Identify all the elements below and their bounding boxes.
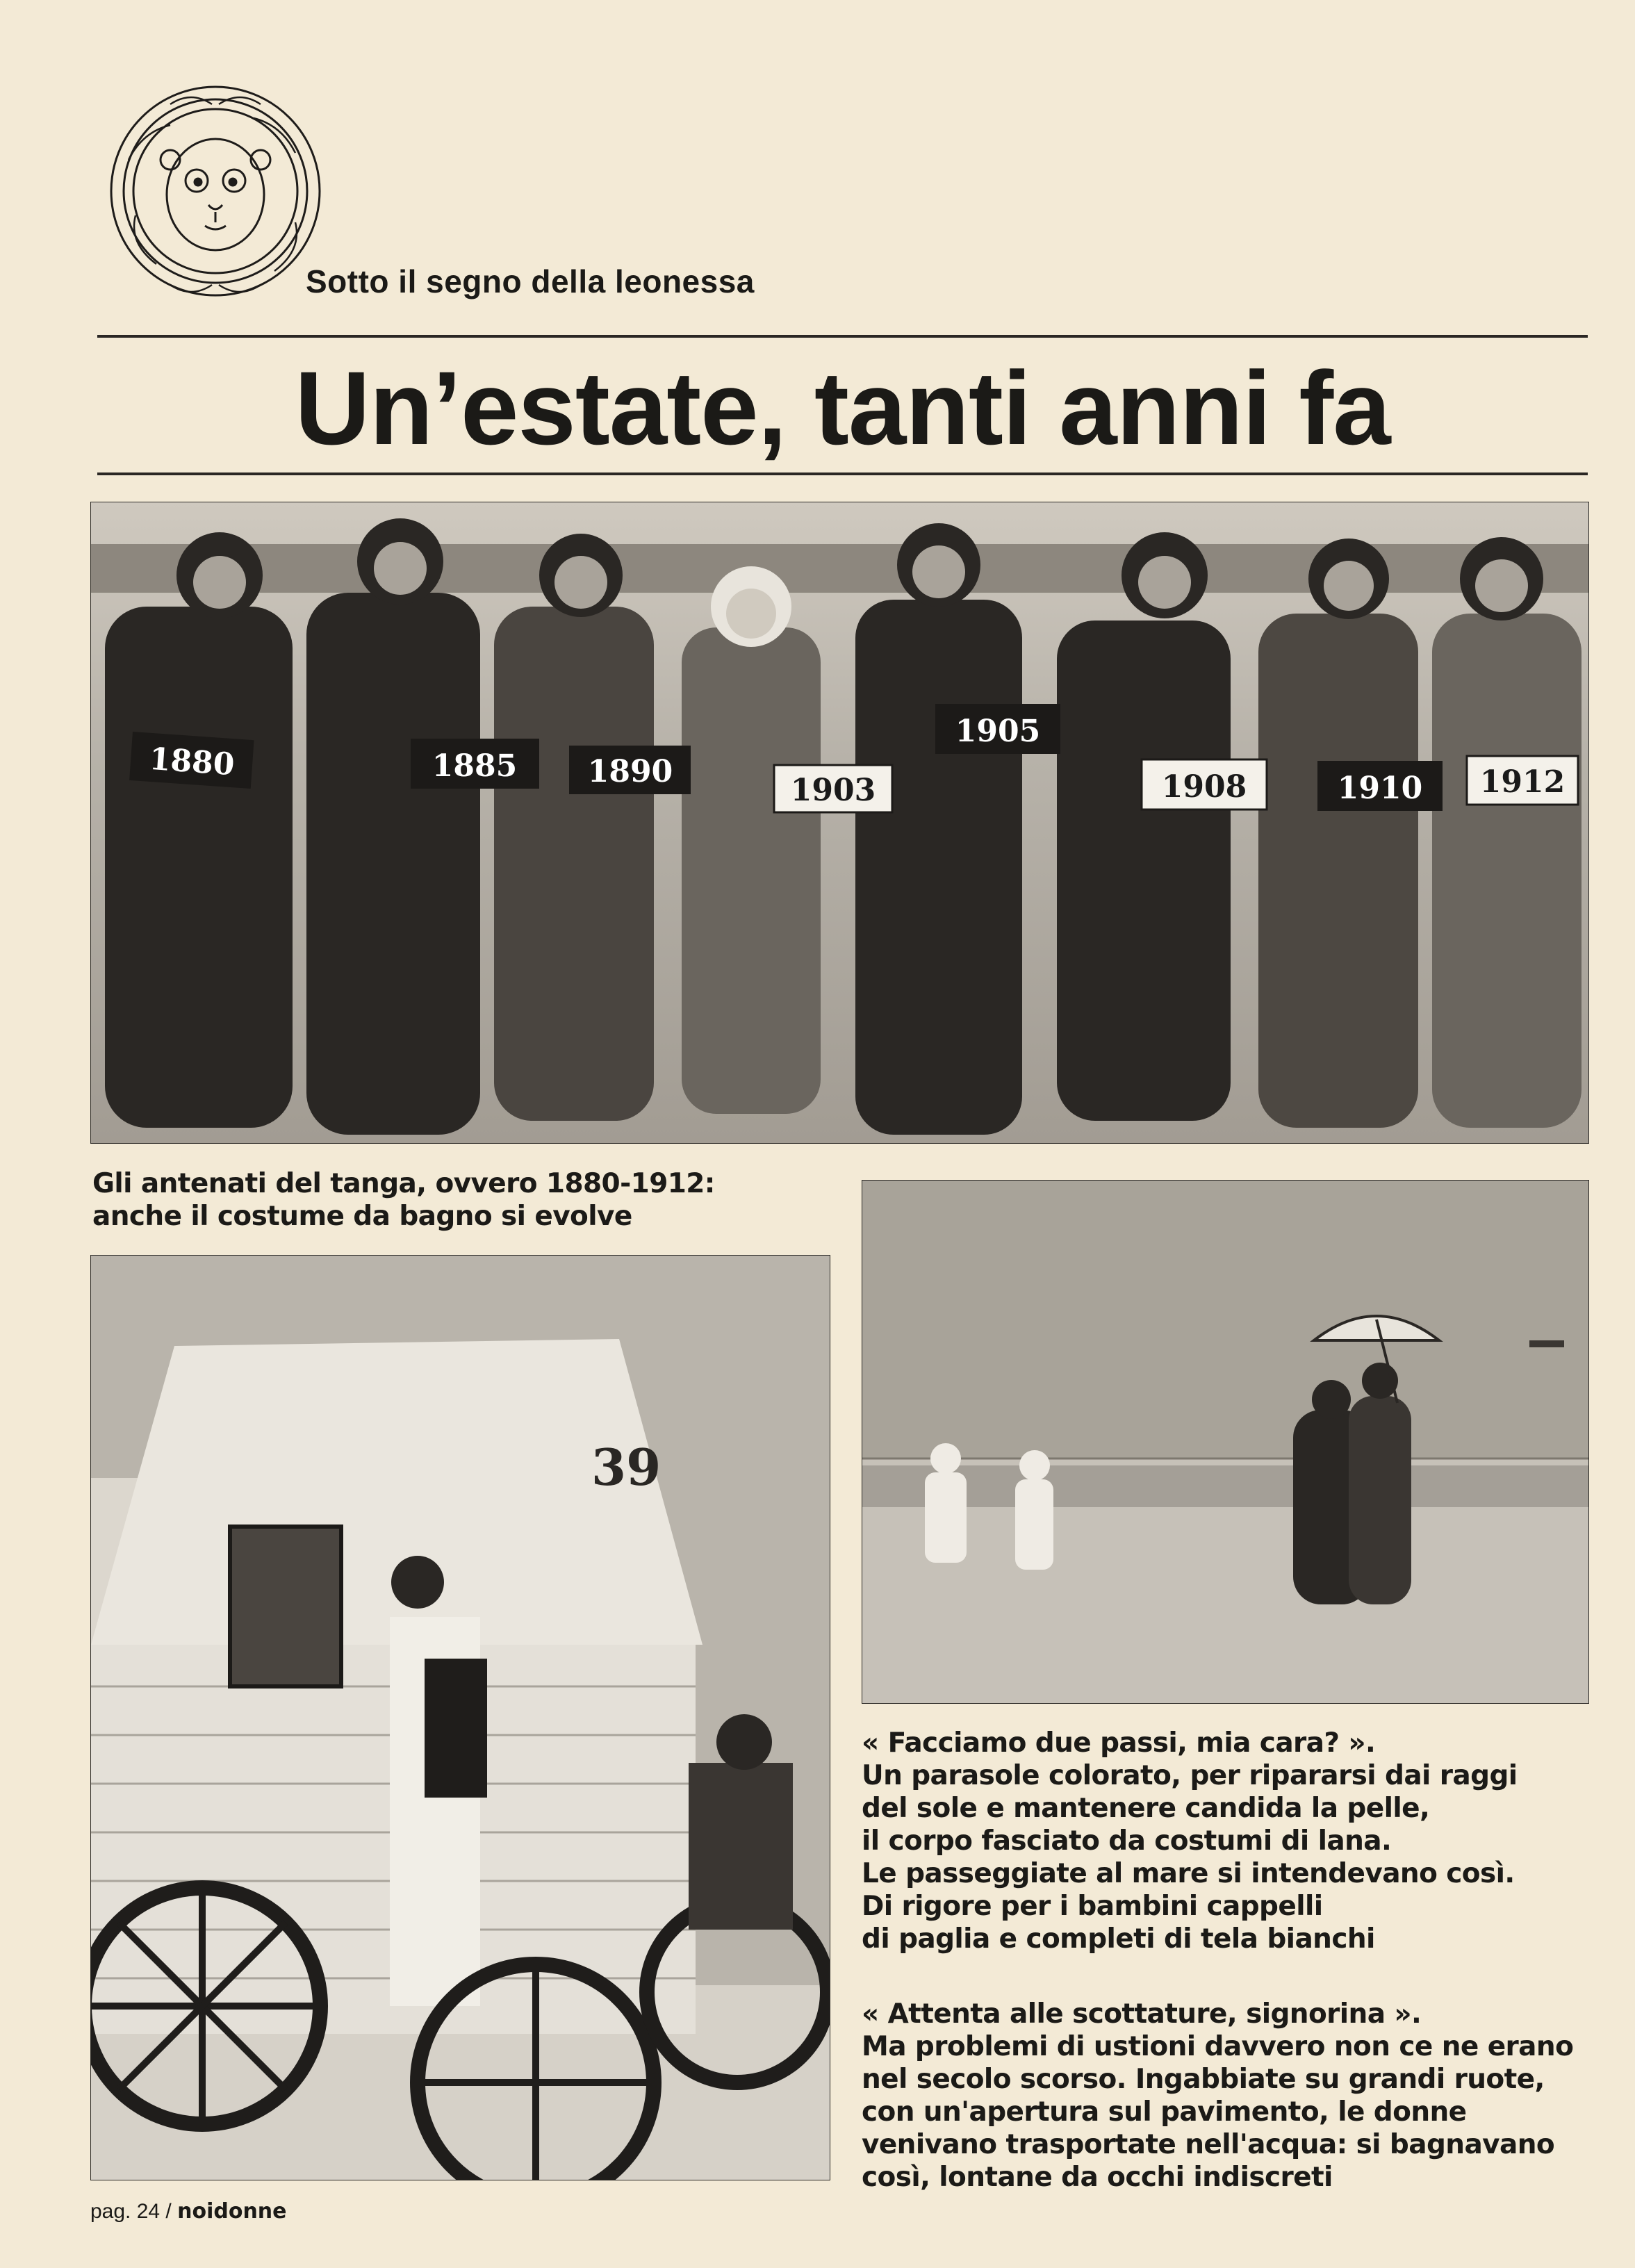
caption-line: « Facciamo due passi, mia cara? ». — [862, 1727, 1376, 1759]
caption-swimsuits — [92, 1167, 787, 1233]
caption-parasol — [862, 1727, 1591, 1955]
section-title: Sotto il segno della leonessa — [306, 263, 755, 299]
caption-line: nel secolo scorso. Ingabbiate su grandi ruote, — [862, 2064, 1545, 2095]
parasol-walk-photo — [862, 1180, 1589, 1704]
caption-line: Le passeggiate al mare si intendevano così. — [862, 1858, 1515, 1889]
year-tag: 1910 — [1337, 771, 1423, 806]
bathing-machine-photo — [90, 1255, 830, 2180]
year-tag: 1903 — [790, 773, 876, 808]
bathing-suits-photo — [90, 502, 1589, 1144]
page-footer — [90, 2199, 287, 2224]
caption-line: Di rigore per i bambini cappelli — [862, 1891, 1323, 1922]
year-tag: 1885 — [432, 748, 518, 784]
bottom-rule — [97, 472, 1588, 475]
year-tag: 1908 — [1161, 769, 1247, 805]
year-tag: 1912 — [1479, 764, 1566, 800]
caption-line: venivano trasportate nell'acqua: si bagnavano — [862, 2129, 1555, 2160]
caption-line: Ma problemi di ustioni davvero non ce ne erano — [862, 2031, 1574, 2062]
caption-line: con un'apertura sul pavimento, le donne — [862, 2096, 1467, 2128]
magazine-name: noidonne — [177, 2199, 287, 2224]
caption-line: « Attenta alle scottature, signorina ». — [862, 1998, 1422, 2030]
cabin-number: 39 — [591, 1438, 662, 1497]
year-tag: 1880 — [148, 741, 236, 783]
top-rule — [97, 335, 1588, 338]
caption-line: del sole e mantenere candida la pelle, — [862, 1793, 1430, 1824]
caption-line: Gli antenati del tanga, ovvero 1880-1912: — [92, 1168, 715, 1199]
year-tag: 1905 — [955, 714, 1041, 749]
caption-line: di paglia e completi di tela bianchi — [862, 1923, 1375, 1955]
page-title: Un’estate, tanti anni fa — [295, 350, 1390, 466]
caption-sunburn — [862, 1998, 1591, 2194]
caption-line: Un parasole colorato, per ripararsi dai raggi — [862, 1760, 1518, 1791]
caption-line: il corpo fasciato da costumi di lana. — [862, 1825, 1392, 1857]
year-tag: 1890 — [587, 754, 673, 789]
caption-line: anche il costume da bagno si evolve — [92, 1201, 632, 1232]
page-number: pag. 24 / — [90, 2200, 172, 2223]
caption-line: così, lontane da occhi indiscreti — [862, 2162, 1333, 2193]
